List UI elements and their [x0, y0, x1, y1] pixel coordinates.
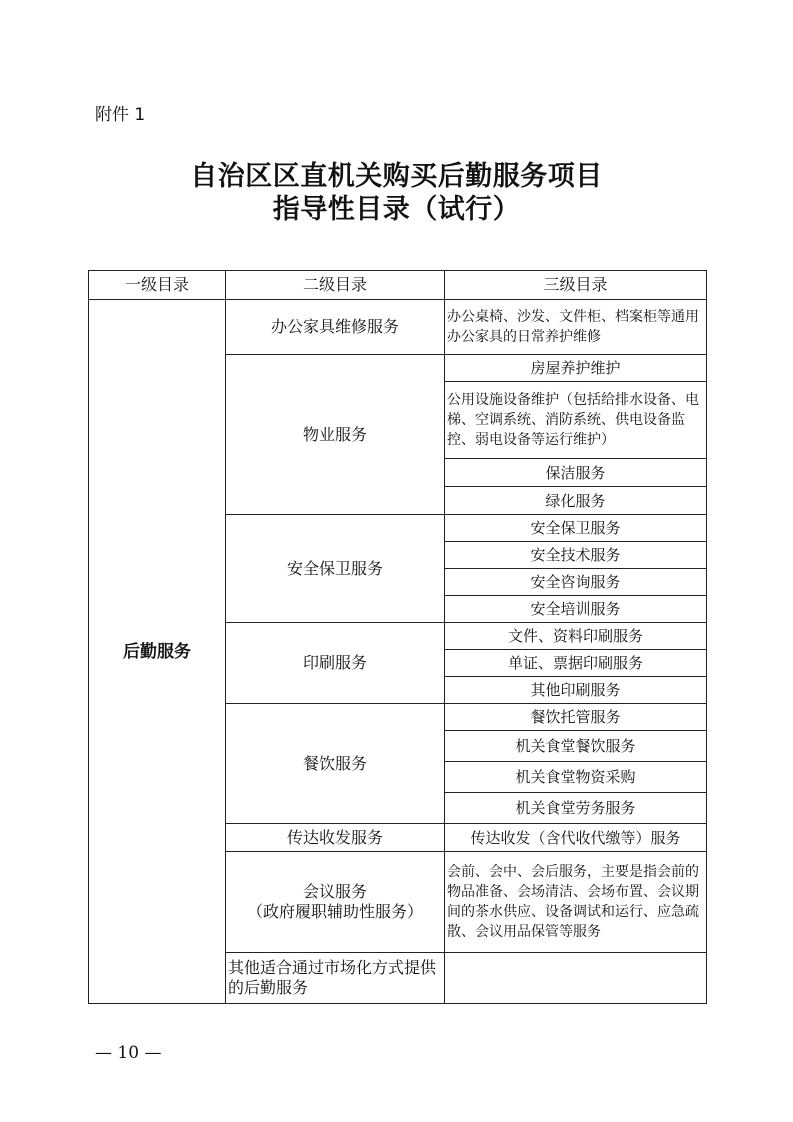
- level2-meeting-name: 会议服务: [302, 882, 367, 901]
- level3-item: 其他印刷服务: [445, 677, 707, 704]
- level3-item: 传达收发（含代收代缴等）服务: [445, 824, 707, 852]
- table-header-row: [89, 271, 707, 300]
- header-level3: 三级目录: [445, 271, 707, 300]
- level2-meeting: [226, 852, 445, 953]
- level2-catering: 餐饮服务: [226, 704, 445, 824]
- level1-cell: 后勤服务: [89, 300, 226, 1004]
- attachment-label: 附件 1: [95, 105, 146, 125]
- service-catalog-table: [88, 270, 707, 1004]
- level3-item: 会前、会中、会后服务，主要是指会前的物品准备、会场清洁、会场布置、会议期间的茶水供应、设备调试和运行、应急疏散、会议用品保管等服务: [445, 852, 707, 953]
- level3-item: 绿化服务: [445, 487, 707, 515]
- level3-item-empty: [445, 953, 707, 1004]
- level2-printing: 印刷服务: [226, 623, 445, 704]
- level2-security: 安全保卫服务: [226, 515, 445, 623]
- level2-meeting-subname: （政府履职辅助性服务）: [246, 902, 423, 921]
- level2-property: 物业服务: [226, 355, 445, 515]
- level3-item: 机关食堂物资采购: [445, 762, 707, 793]
- document-title-line-2: 指导性目录（试行）: [272, 194, 521, 225]
- level3-item: 安全培训服务: [445, 596, 707, 623]
- level3-item: 保洁服务: [445, 459, 707, 487]
- level3-item: 单证、票据印刷服务: [445, 650, 707, 677]
- level3-item: 办公桌椅、沙发、文件柜、档案柜等通用办公家具的日常养护维修: [445, 300, 707, 355]
- level3-item: 房屋养护维护: [445, 355, 707, 382]
- level2-dispatch: 传达收发服务: [226, 824, 445, 852]
- level3-item: 安全技术服务: [445, 542, 707, 569]
- table-row: [89, 300, 707, 355]
- level3-item: 安全咨询服务: [445, 569, 707, 596]
- level3-item: 安全保卫服务: [445, 515, 707, 542]
- header-level2: 二级目录: [226, 271, 445, 300]
- level3-item: 机关食堂劳务服务: [445, 793, 707, 824]
- document-title-line-1: 自治区区直机关购买后勤服务项目: [190, 161, 603, 192]
- header-level1: 一级目录: [89, 271, 226, 300]
- level3-item: 餐饮托管服务: [445, 704, 707, 731]
- level3-item: 公用设施设备维护（包括给排水设备、电梯、空调系统、消防系统、供电设备监控、弱电设备等运行维护）: [445, 382, 707, 459]
- level3-item: 机关食堂餐饮服务: [445, 731, 707, 762]
- level2-other: 其他适合通过市场化方式提供的后勤服务: [226, 953, 445, 1004]
- level2-office-furniture: 办公家具维修服务: [226, 300, 445, 355]
- page-number: — 10 —: [95, 1043, 162, 1063]
- level3-item: 文件、资料印刷服务: [445, 623, 707, 650]
